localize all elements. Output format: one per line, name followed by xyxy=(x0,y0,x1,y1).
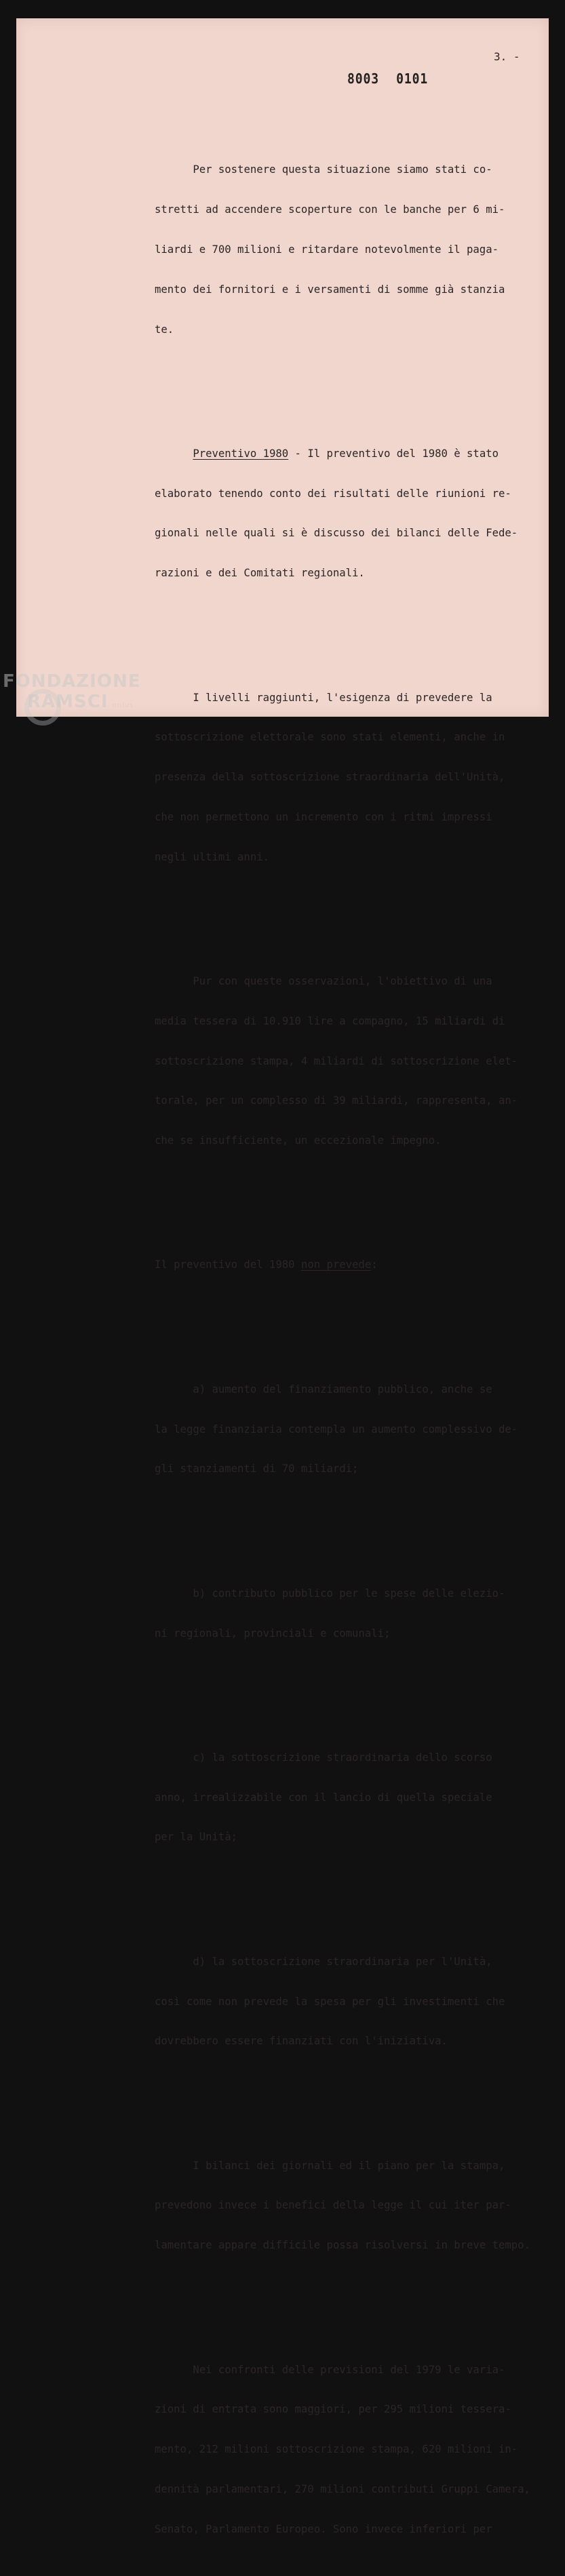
text-line: Per sostenere questa situazione siamo stati co- xyxy=(193,163,492,176)
text-line: Preventivo 1980 - Il preventivo del 1980 è stato xyxy=(193,447,499,460)
list-item-d xyxy=(155,1929,534,2076)
section-heading: Preventivo 1980 xyxy=(193,447,289,460)
text-line: lamentare appare difficile possa risolversi in breve tempo. xyxy=(155,2239,530,2252)
text-line: dovrebbero essere finanziati con l'iniziativa. xyxy=(155,2035,448,2048)
text-line: la legge finanziaria contempla un aumento complessivo de- xyxy=(155,1423,518,1435)
paragraph-bilanci xyxy=(155,2133,534,2279)
text-line: sottoscrizione stampa, 4 miliardi di sottoscrizione elet- xyxy=(155,1054,518,1067)
text-line: che se insufficiente, un eccezionale impegno. xyxy=(155,1134,442,1147)
text-line: razioni e dei Comitati regionali. xyxy=(155,567,365,580)
text-line: mento dei fornitori e i versamenti di somme già stanzia xyxy=(155,283,505,296)
text-line: d) la sottoscrizione straordinaria per l'Unità, xyxy=(193,1955,492,1968)
paragraph-non-prevede xyxy=(155,1232,534,1299)
document-body xyxy=(155,111,534,2576)
paragraph-obiettivo xyxy=(155,949,534,1174)
text-line: Pur con queste osservazioni, l'obiettivo di una xyxy=(193,975,492,987)
archive-stamp xyxy=(347,71,428,87)
watermark-suffix: onlus xyxy=(112,702,134,709)
watermark-line2: RAMSCI xyxy=(27,692,109,712)
text-line: Nei confronti delle previsioni del 1979 le varia- xyxy=(193,2363,505,2376)
text-line: presenza della sottoscrizione straordinaria dell'Unità, xyxy=(155,771,505,784)
text-line: I bilanci dei giornali ed il piano per la stampa, xyxy=(193,2159,505,2172)
watermark-line1: FONDAZIONE xyxy=(3,671,141,692)
text-line: ni regionali, provinciali e comunali; xyxy=(155,1627,391,1640)
text-line: mento, 212 milioni sottoscrizione stampa, 620 milioni in- xyxy=(155,2443,518,2456)
text-line: gli stanziamenti di 70 miliardi; xyxy=(155,1463,359,1475)
text-line: prevedono invece i benefici della legge il cui iter par- xyxy=(155,2199,511,2212)
paragraph-livelli xyxy=(155,665,534,890)
text-line: te. xyxy=(155,323,174,336)
text-line: media tessera di 10.910 lire a compagno, 15 miliardi di xyxy=(155,1014,505,1027)
text-line: dennità parlamentari, 270 milioni contributi Gruppi Camera, xyxy=(155,2482,530,2495)
paragraph-variazioni xyxy=(155,2337,534,2562)
text-line: b) contributo pubblico per le spese delle elezio- xyxy=(193,1587,505,1600)
text-line: gionali nelle quali si è discusso dei bilanci delle Fede- xyxy=(155,527,518,540)
text-line: a) aumento del finanziamento pubblico, anche se xyxy=(193,1383,492,1395)
text-line: anno, irrealizzabile con il lancio di quella speciale xyxy=(155,1791,492,1804)
list-item-a xyxy=(155,1357,534,1503)
text-line: c) la sottoscrizione straordinaria dello scorso xyxy=(193,1751,492,1764)
text-line: I livelli raggiunti, l'esigenza di prevedere la xyxy=(193,691,492,704)
text-line: negli ultimi anni. xyxy=(155,850,269,863)
text-line: Il preventivo del 1980 non prevede: xyxy=(155,1259,378,1271)
paragraph-situazione xyxy=(155,137,534,363)
text-line: torale, per un complesso di 39 miliardi, rappresenta, an- xyxy=(155,1094,518,1107)
list-item-c xyxy=(155,1725,534,1871)
text-line: stretti ad accendere scoperture con le banche per 6 mi- xyxy=(155,203,505,216)
text-line: Senato, Parlamento Europeo. Sono invece inferiori per xyxy=(155,2522,492,2535)
text-line: sottoscrizione elettorale sono stati elementi, anche in xyxy=(155,731,505,744)
text-line: così come non prevede la spesa per gli investimenti che xyxy=(155,1995,505,2008)
text-line: zioni di entrata sono maggiori, per 295 milioni tessera- xyxy=(155,2403,511,2416)
text-line: per la Unità; xyxy=(155,1831,238,1844)
page-number: 3. - xyxy=(494,50,520,63)
stamp-right-number: 0101 xyxy=(396,71,429,87)
stamp-left-number: 8003 xyxy=(347,71,379,87)
watermark-logo xyxy=(3,671,140,716)
text-line: elaborato tenendo conto dei risultati delle riunioni re- xyxy=(155,487,511,500)
text-line: liardi e 700 milioni e ritardare notevolmente il paga- xyxy=(155,243,499,256)
text-line: che non permettono un incremento con i ritmi impressi xyxy=(155,810,492,823)
list-item-b xyxy=(155,1561,534,1667)
paragraph-preventivo xyxy=(155,421,534,607)
